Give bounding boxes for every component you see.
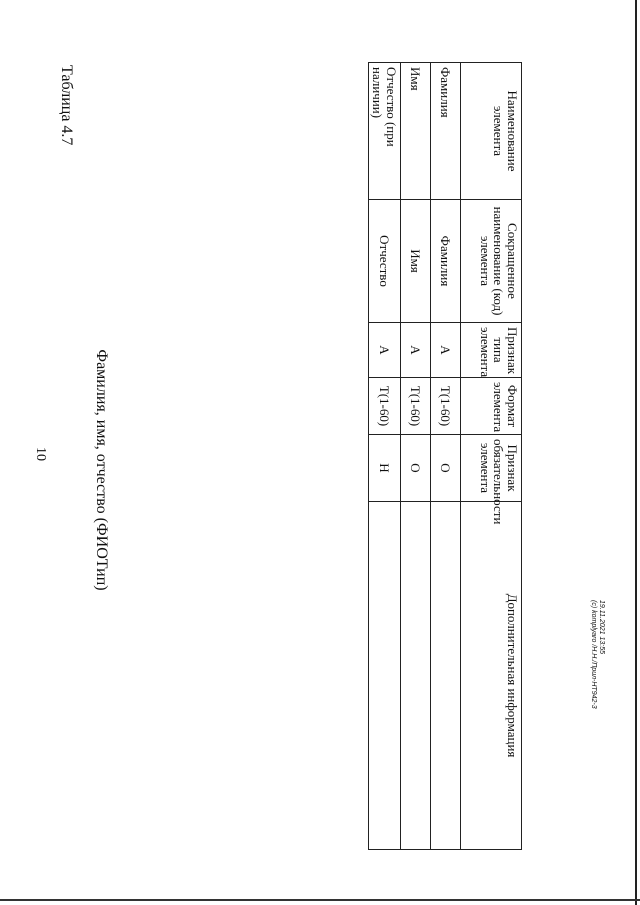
cell-additional-info (401, 502, 431, 850)
table-title: Фамилия, имя, отчество (ФИОТип) (93, 349, 110, 591)
header-additional-info: Дополнительная информация (461, 502, 522, 850)
header-short-name: Сокращенное наименование (код) элемента (461, 200, 522, 323)
cell-type-flag: А (368, 323, 400, 378)
cell-required-flag: О (401, 435, 431, 502)
header-element-name: Наименование элемента (461, 63, 522, 200)
table-row (368, 63, 400, 850)
cell-additional-info (431, 502, 461, 850)
stamp-source: (c) komplyaro /Н.Н./Прил-НТ942-3 (589, 600, 597, 709)
cell-type-flag: А (431, 323, 461, 378)
cell-required-flag: Н (368, 435, 400, 502)
cell-format: T(1-60) (401, 378, 431, 435)
cell-format: T(1-60) (431, 378, 461, 435)
table-header-row (461, 63, 522, 850)
header-required-flag: Признак обязательности элемента (461, 435, 522, 502)
cell-additional-info (368, 502, 400, 850)
page-number: 10 (33, 447, 48, 461)
cell-short-name: Отчество (368, 200, 400, 323)
elements-table (368, 62, 522, 850)
cell-short-name: Фамилия (431, 200, 461, 323)
cell-required-flag: О (431, 435, 461, 502)
cell-element-name: Отчество (при наличии) (368, 63, 400, 200)
stamp-datetime: 19.11.2021 13:55 (598, 600, 605, 654)
cell-format: T(1-60) (368, 378, 400, 435)
header-format: Формат элемента (461, 378, 522, 435)
table-reference-label: Таблица 4.7 (58, 65, 75, 146)
cell-element-name: Фамилия (431, 63, 461, 200)
cell-type-flag: А (401, 323, 431, 378)
print-stamp (589, 600, 605, 709)
table-row (401, 63, 431, 850)
table-row (431, 63, 461, 850)
header-type-flag: Признак типа элемента (461, 323, 522, 378)
cell-short-name: Имя (401, 200, 431, 323)
cell-element-name: Имя (401, 63, 431, 200)
